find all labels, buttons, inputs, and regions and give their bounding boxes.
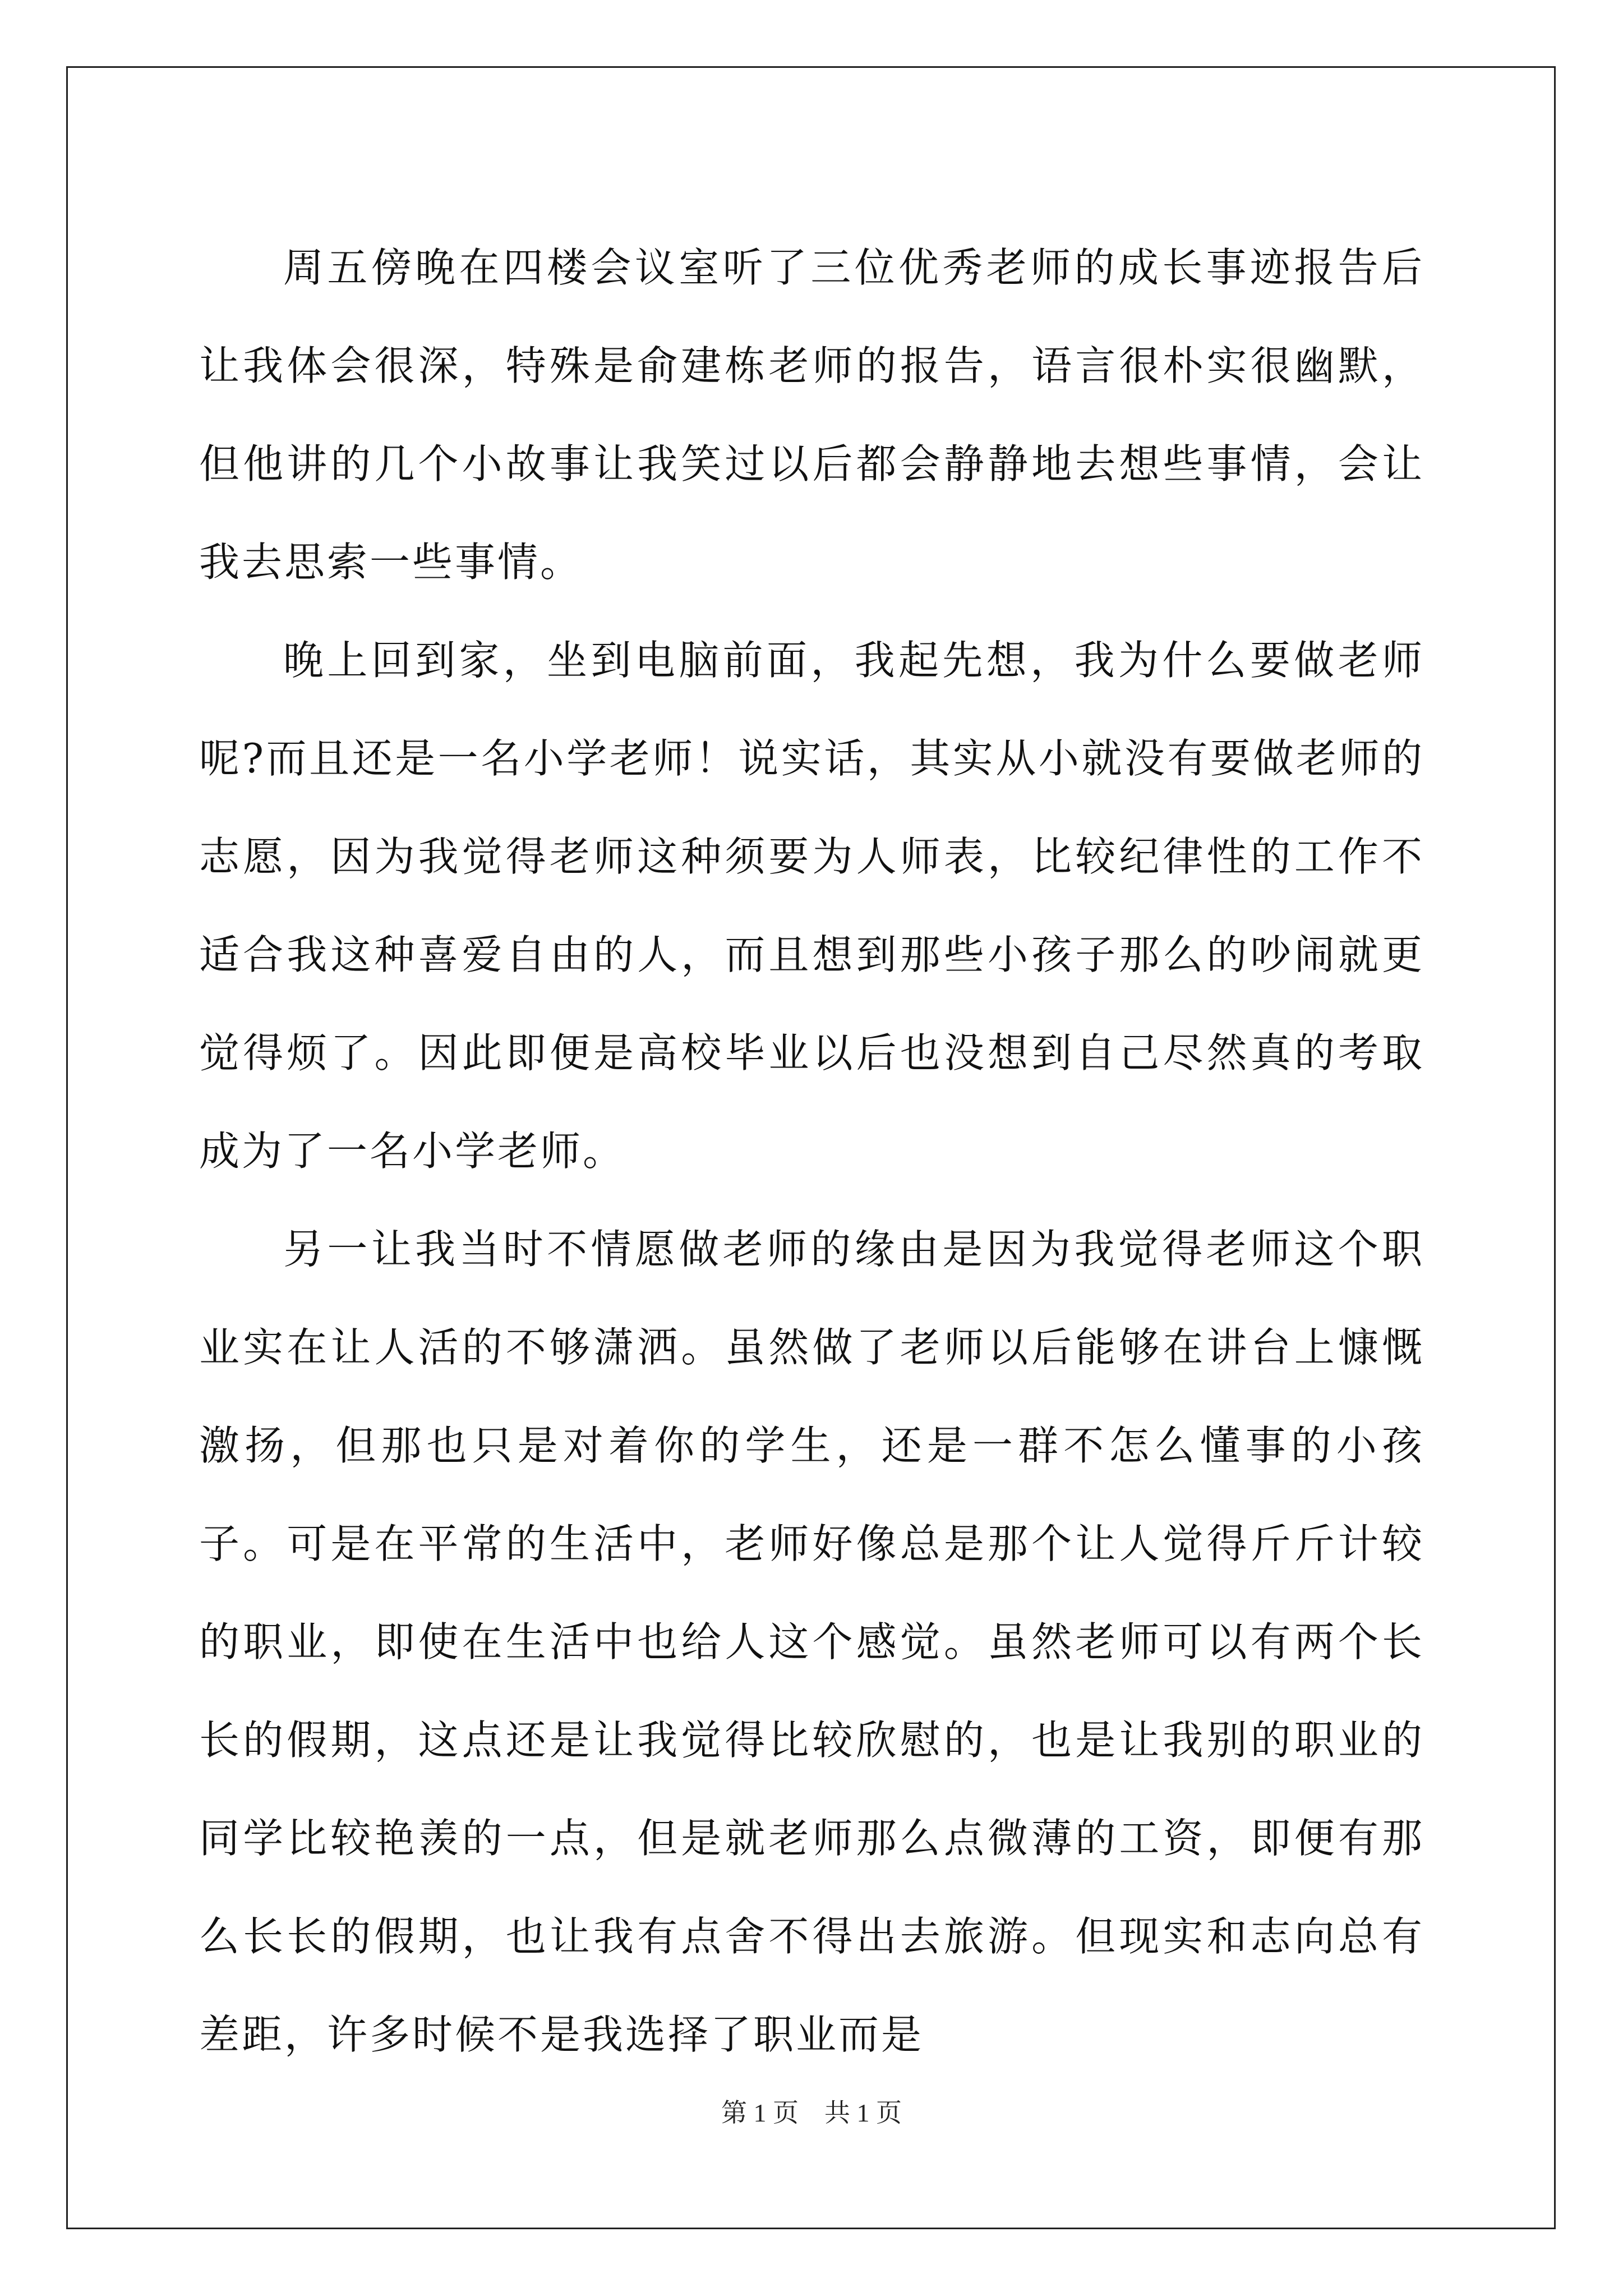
- paragraph-1: 周五傍晚在四楼会议室听了三位优秀老师的成长事迹报告后让我体会很深，特殊是俞建栋老师的报告，语言很朴实很幽默，但他讲的几个小故事让我笑过以后都会静静地去想些事情，会让我去思索一些事情。: [199, 244, 1424, 586]
- document-body: [199, 219, 1424, 2084]
- page-number-footer: 第 1 页 共 1 页: [721, 2099, 902, 2127]
- paragraph-2: 晚上回到家，坐到电脑前面，我起先想，我为什么要做老师呢?而且还是一名小学老师！说实话，其实从小就没有要做老师的志愿，因为我觉得老师这种须要为人师表，比较纪律性的工作不适合我这种喜爱自由的人，而且想到那些小孩子那么的吵闹就更觉得烦了。因此即便是高校毕业以后也没想到自己尽然真的考取成为了一名小学老师。: [199, 637, 1424, 1175]
- paragraph-3: 另一让我当时不情愿做老师的缘由是因为我觉得老师这个职业实在让人活的不够潇洒。虽然做了老师以后能够在讲台上慷慨激扬，但那也只是对着你的学生，还是一群不怎么懂事的小孩子。可是在平常的生活中，老师好像总是那个让人觉得斤斤计较的职业，即使在生活中也给人这个感觉。虽然老师可以有两个长长的假期，这点还是让我觉得比较欣慰的，也是让我别的职业的同学比较艳羡的一点，但是就老师那么点微薄的工资，即便有那么长长的假期，也让我有点舍不得出去旅游。但现实和志向总有差距，许多时候不是我选择了职业而是: [199, 1226, 1424, 2058]
